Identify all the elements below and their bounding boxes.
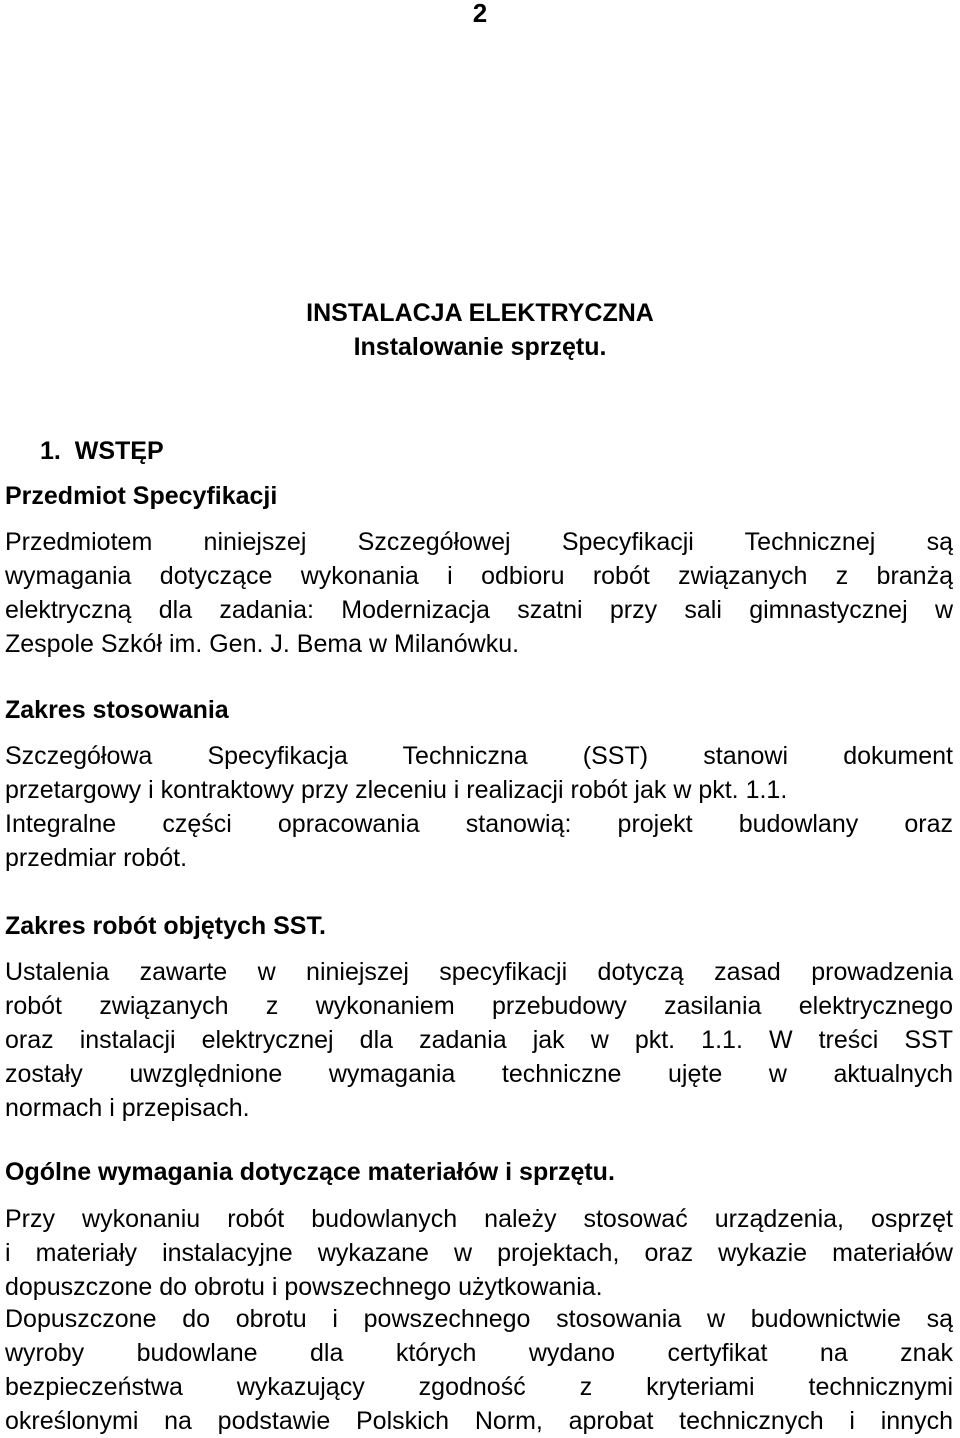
section-number: 1. [40, 437, 61, 465]
heading-zakres-stosowania: Zakres stosowania [5, 696, 229, 724]
paragraph-line: Dopuszczone do obrotu i powszechnego stosowania w budownictwie są [5, 1305, 953, 1333]
paragraph-line: bezpieczeństwa wykazujący zgodność z kryteriami technicznymi [5, 1373, 953, 1401]
paragraph-zakres-robot [5, 955, 953, 1125]
paragraph-line: przedmiar robót. [5, 844, 188, 872]
paragraph-ogolne-a [5, 1202, 953, 1304]
paragraph-line: oraz instalacji elektrycznej dla zadania jak w pkt. 1.1. W treści SST [5, 1026, 953, 1054]
paragraph-line: wyroby budowlane dla których wydano certyfikat na znak [5, 1339, 953, 1367]
paragraph-line: robót związanych z wykonaniem przebudowy zasilania elektrycznego [5, 992, 953, 1020]
paragraph-line: Przy wykonaniu robót budowlanych należy stosować urządzenia, osprzęt [5, 1205, 953, 1233]
document-title [0, 296, 960, 364]
paragraph-line: dopuszczone do obrotu i powszechnego użytkowania. [5, 1273, 603, 1301]
heading-zakres-robot: Zakres robót objętych SST. [5, 912, 326, 940]
paragraph-line: przetargowy i kontraktowy przy zleceniu i realizacji robót jak w pkt. 1.1. [5, 776, 788, 804]
heading-ogolne-wymagania: Ogólne wymagania dotyczące materiałów i sprzętu. [5, 1158, 615, 1186]
paragraph-line: Integralne części opracowania stanowią: projekt budowlany oraz [5, 810, 953, 838]
section-heading [40, 434, 164, 468]
heading-przedmiot-specyfikacji: Przedmiot Specyfikacji [5, 482, 278, 510]
paragraph-zakres-stosowania [5, 739, 953, 875]
paragraph-line: Zespole Szkół im. Gen. J. Bema w Milanówku. [5, 630, 520, 658]
paragraph-line: normach i przepisach. [5, 1094, 250, 1122]
paragraph-line: Ustalenia zawarte w niniejszej specyfikacji dotyczą zasad prowadzenia [5, 958, 953, 986]
paragraph-line: Szczegółowa Specyfikacja Techniczna (SST) stanowi dokument [5, 742, 953, 770]
paragraph-line: Przedmiotem niniejszej Szczegółowej Specyfikacji Technicznej są [5, 528, 953, 556]
page-number: 2 [472, 0, 488, 28]
paragraph-ogolne-b [5, 1302, 953, 1438]
paragraph-line: elektryczną dla zadania: Modernizacja szatni przy sali gimnastycznej w [5, 596, 953, 624]
paragraph-przedmiot [5, 525, 953, 661]
paragraph-line: wymagania dotyczące wykonania i odbioru robót związanych z branżą [5, 562, 953, 590]
section-title: WSTĘP [74, 437, 164, 465]
document-title-line2: Instalowanie sprzętu. [353, 333, 607, 361]
paragraph-line: zostały uwzględnione wymagania techniczne ujęte w aktualnych [5, 1060, 953, 1088]
document-title-line1: INSTALACJA ELEKTRYCZNA [306, 299, 654, 327]
paragraph-line: określonymi na podstawie Polskich Norm, aprobat technicznych i innych [5, 1407, 953, 1435]
paragraph-line: i materiały instalacyjne wykazane w projektach, oraz wykazie materiałów [5, 1239, 953, 1267]
